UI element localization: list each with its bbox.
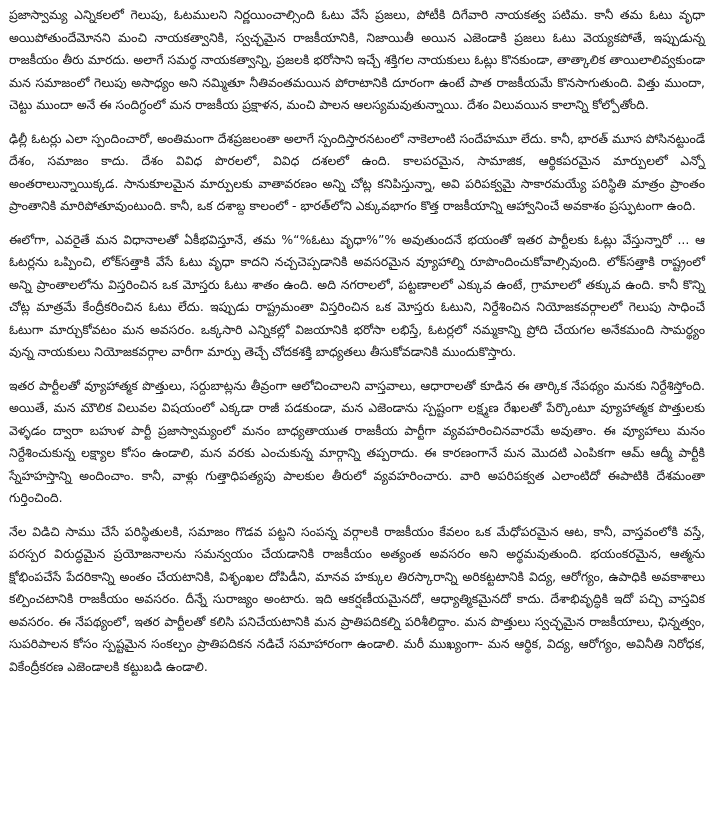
paragraph-3: ఈలోగా, ఎవరైతే మన విధానాలతో ఏకీభవిస్తూనే, తమ %“%ఓటు వృధా%”% అవుతుందనే భయంతో ఇతర పార్టీలకు ఓట్లు వేస్తున్నారో ... ఆ ఓటర్లను ఒప్పించి, లోక్‌సత్తాకి వేసే ఓటు వృధా కాదని నచ్చచెప్పడానికి అవసరమైన వ్యూహాల్ని రూపొందించుకోవాల్సివుంది. లోక్‌సత్తాకి రాష్ట్రంలో అన్ని ప్రాంతాలలోను విస్తరించిన ఒక మోస్తరు ఓటు శాతం ఉంది. అది నగరాలలో, పట్టణాలలో ఎక్కువ ఉంటే, గ్రామాలలో తక్కువ ఉంది. కానీ కొన్ని చోట్ల మాత్రమే కేంద్రీకరించిన ఓటు లేదు. ఇప్పుడు రాష్ట్రమంతా విస్తరించిన ఒక మోస్తరు ఓటుని, నిర్దేశించిన నియోజకవర్గాలలో గెలుపు సాధించే ఓటుగా మార్చుకోవటం మన అవసరం. ఒక్కసారి ఎన్నికల్లో విజయానికి భరోసా లభిస్తే, ఓటర్లలో నమ్మకాన్ని ప్రోది చేయగల అనేకమంది సామర్థ్యం వున్న నాయకులు నియోజకవర్గాల వారీగా మార్పు తెచ్చే చోదకశక్తి బాధ్యతలు తీసుకోవడానికి ముందుకొస్తారు. [9, 231, 705, 359]
paragraph-2: ఢిల్లీ ఓటర్లు ఎలా స్పందించారో, అంతిమంగా దేశప్రజలంతా అలాగే స్పందిస్తారనటంలో నాకెలాంటి సందేహమూ లేదు. కానీ, భారత్ మూస పోసినట్టుండే దేశం, సమాజం కాదు. దేశం వివిధ పొరలలో, వివిధ దశలలో ఉంది. కాలపరమైన, సామాజిక, ఆర్థికపరమైన మార్పులలో ఎన్నో అంతరాలున్నాయిక్కడ. సానుకూలమైన మార్పులకు వాతావరణం అన్ని చోట్ల కనిపిస్తున్నా, అవి పరిపక్వమై సాకారమయ్యే పరిస్థితి మాత్రం ప్రాంతం ప్రాంతానికి మారిపోతూవుంటుంది. కానీ, ఒక దశాబ్ద కాలంలో - భారత్‌లోని ఎక్కువభాగం కొత్త రాజకీయాన్ని ఆహ్వానించే అవకాశం ప్రస్ఫుటంగా ఉంది. [9, 130, 705, 213]
paragraph-1: ప్రజాస్వామ్య ఎన్నికలలో గెలుపు, ఓటములని నిర్ణయించాల్సింది ఓటు వేసే ప్రజలు, పోటీకి దిగేవారి నాయకత్వ పటిమ. కానీ తమ ఓటు వృధా అయిపోతుందేమోనని మంచి నాయకత్వానికి, స్వచ్ఛమైన రాజకీయానికి, నిజాయితీ అయిన ఎజెండాకి ప్రజలు ఓటు వెయ్యకపోతే, ఇప్పుడున్న రాజకీయం తీరు మారదు. అలాగే సమర్థ నాయకత్వాన్ని, ప్రజలకి భరోసాని ఇచ్చే శక్తిగల నాయకులు ఓట్లు కొనకుండా, తాత్కాలిక తాయిలాలివ్వకుండా మన సమాజంలో గెలుపు అసాధ్యం అని నమ్మితూ నీతివంతమయిన పోరాటానికి దూరంగా ఉంటే పాత రాజకీయమే కొనసాగుతుంది. విత్తు ముందా, చెట్టు ముందా అనే ఈ సందిగ్ధంలో మన రాజకీయ ప్రక్షాళన, మంచి పాలన ఆలస్యమవుతున్నాయి. దేశం విలువయిన కాలాన్ని కోల్పోతోంది. [9, 7, 705, 112]
paragraph-5: నేల విడిచి సాము చేసే పరిస్థితులకి, సమాజం గొడవ పట్టని సంపన్న వర్గాలకి రాజకీయం కేవలం ఒక మేధోపరమైన ఆట, కానీ, వాస్తవంలోకి వస్తే, పరస్పర విరుద్ధమైన ప్రయోజనాలను సమన్వయం చేయడానికి రాజకీయం అత్యంత అవసరం అని అర్థమవుతుంది. భయంకరమైన, ఆత్మను క్షోభింపచేసే పేదరికాన్ని అంతం చేయటానికి, విశృంఖల దోపిడీని, మానవ హక్కుల తిరస్కారాన్ని అరికట్టటానికి విద్య, ఆరోగ్యం, ఉపాధికి అవకాశాలు కల్పించటానికి రాజకీయం అవసరం. దీన్నే సురాజ్యం అంటారు. ఇది ఆకర్షణీయమైనదో, ఆధ్యాత్మికమైనదో కాదు. దేశాభివృద్ధికి ఇదో పచ్చి వాస్తవిక అవసరం. ఈ నేపథ్యంలో, ఇతర పార్టీలతో కలిసి పనిచేయటానికి మన ప్రాతిపదికల్ని పరిశీలిద్దాం. మన పొత్తులు స్వచ్ఛమైన రాజకీయాలు, ఛిన్నత్వం, సుపరిపాలన కోసం స్పష్టమైన సంకల్పం ప్రాతిపదికన నడిచే సమాహారంగా ఉండాలి. మరీ ముఖ్యంగా- మన ఆర్థిక, విద్య, ఆరోగ్యం, అవినీతి నిరోధక, వికేంద్రీకరణ ఎజెండాలకి కట్టుబడి ఉండాలి. [9, 523, 705, 674]
paragraph-4: ఇతర పార్టీలతో వ్యూహాత్మక పొత్తులు, సర్దుబాట్లను తీవ్రంగా ఆలోచించాలని వాస్తవాలు, ఆధారాలతో కూడిన ఈ తార్కిక నేపథ్యం మనకు నిర్దేశిస్తోంది. అయితే, మన మౌలిక విలువల విషయంలో ఎక్కడా రాజీ పడకుండా, మన ఎజెండాను స్పష్టంగా లక్ష్మణ రేఖలతో పేర్కొంటూ వ్యూహాత్మక పొత్తులకు వెళ్ళడం ద్వారా బహుళ పార్టీ ప్రజాస్వామ్యంలో మనం బాధ్యతాయుత రాజకీయ పార్టీగా వ్యవహరించినవారమే అవుతాం. ఈ వ్యూహాలు మనం నిర్దేశించుకున్న లక్ష్యాల కోసం ఉండాలి, మన వరకు ఎంచుకున్న మార్గాన్ని తప్పరాదు. ఈ కారణంగానే మన మొదటి ఎంపికగా ఆమ్ ఆద్మీ పార్టీకి స్నేహహస్తాన్ని అందించాం. కానీ, వాళ్లు గుత్తాధిపత్యపు పాలకుల తీరులో వ్యవహరించారు. వారి అపరిపక్వత ఎలాంటిదో ఈపాటికి దేశమంతా గుర్తించింది. [9, 377, 705, 505]
